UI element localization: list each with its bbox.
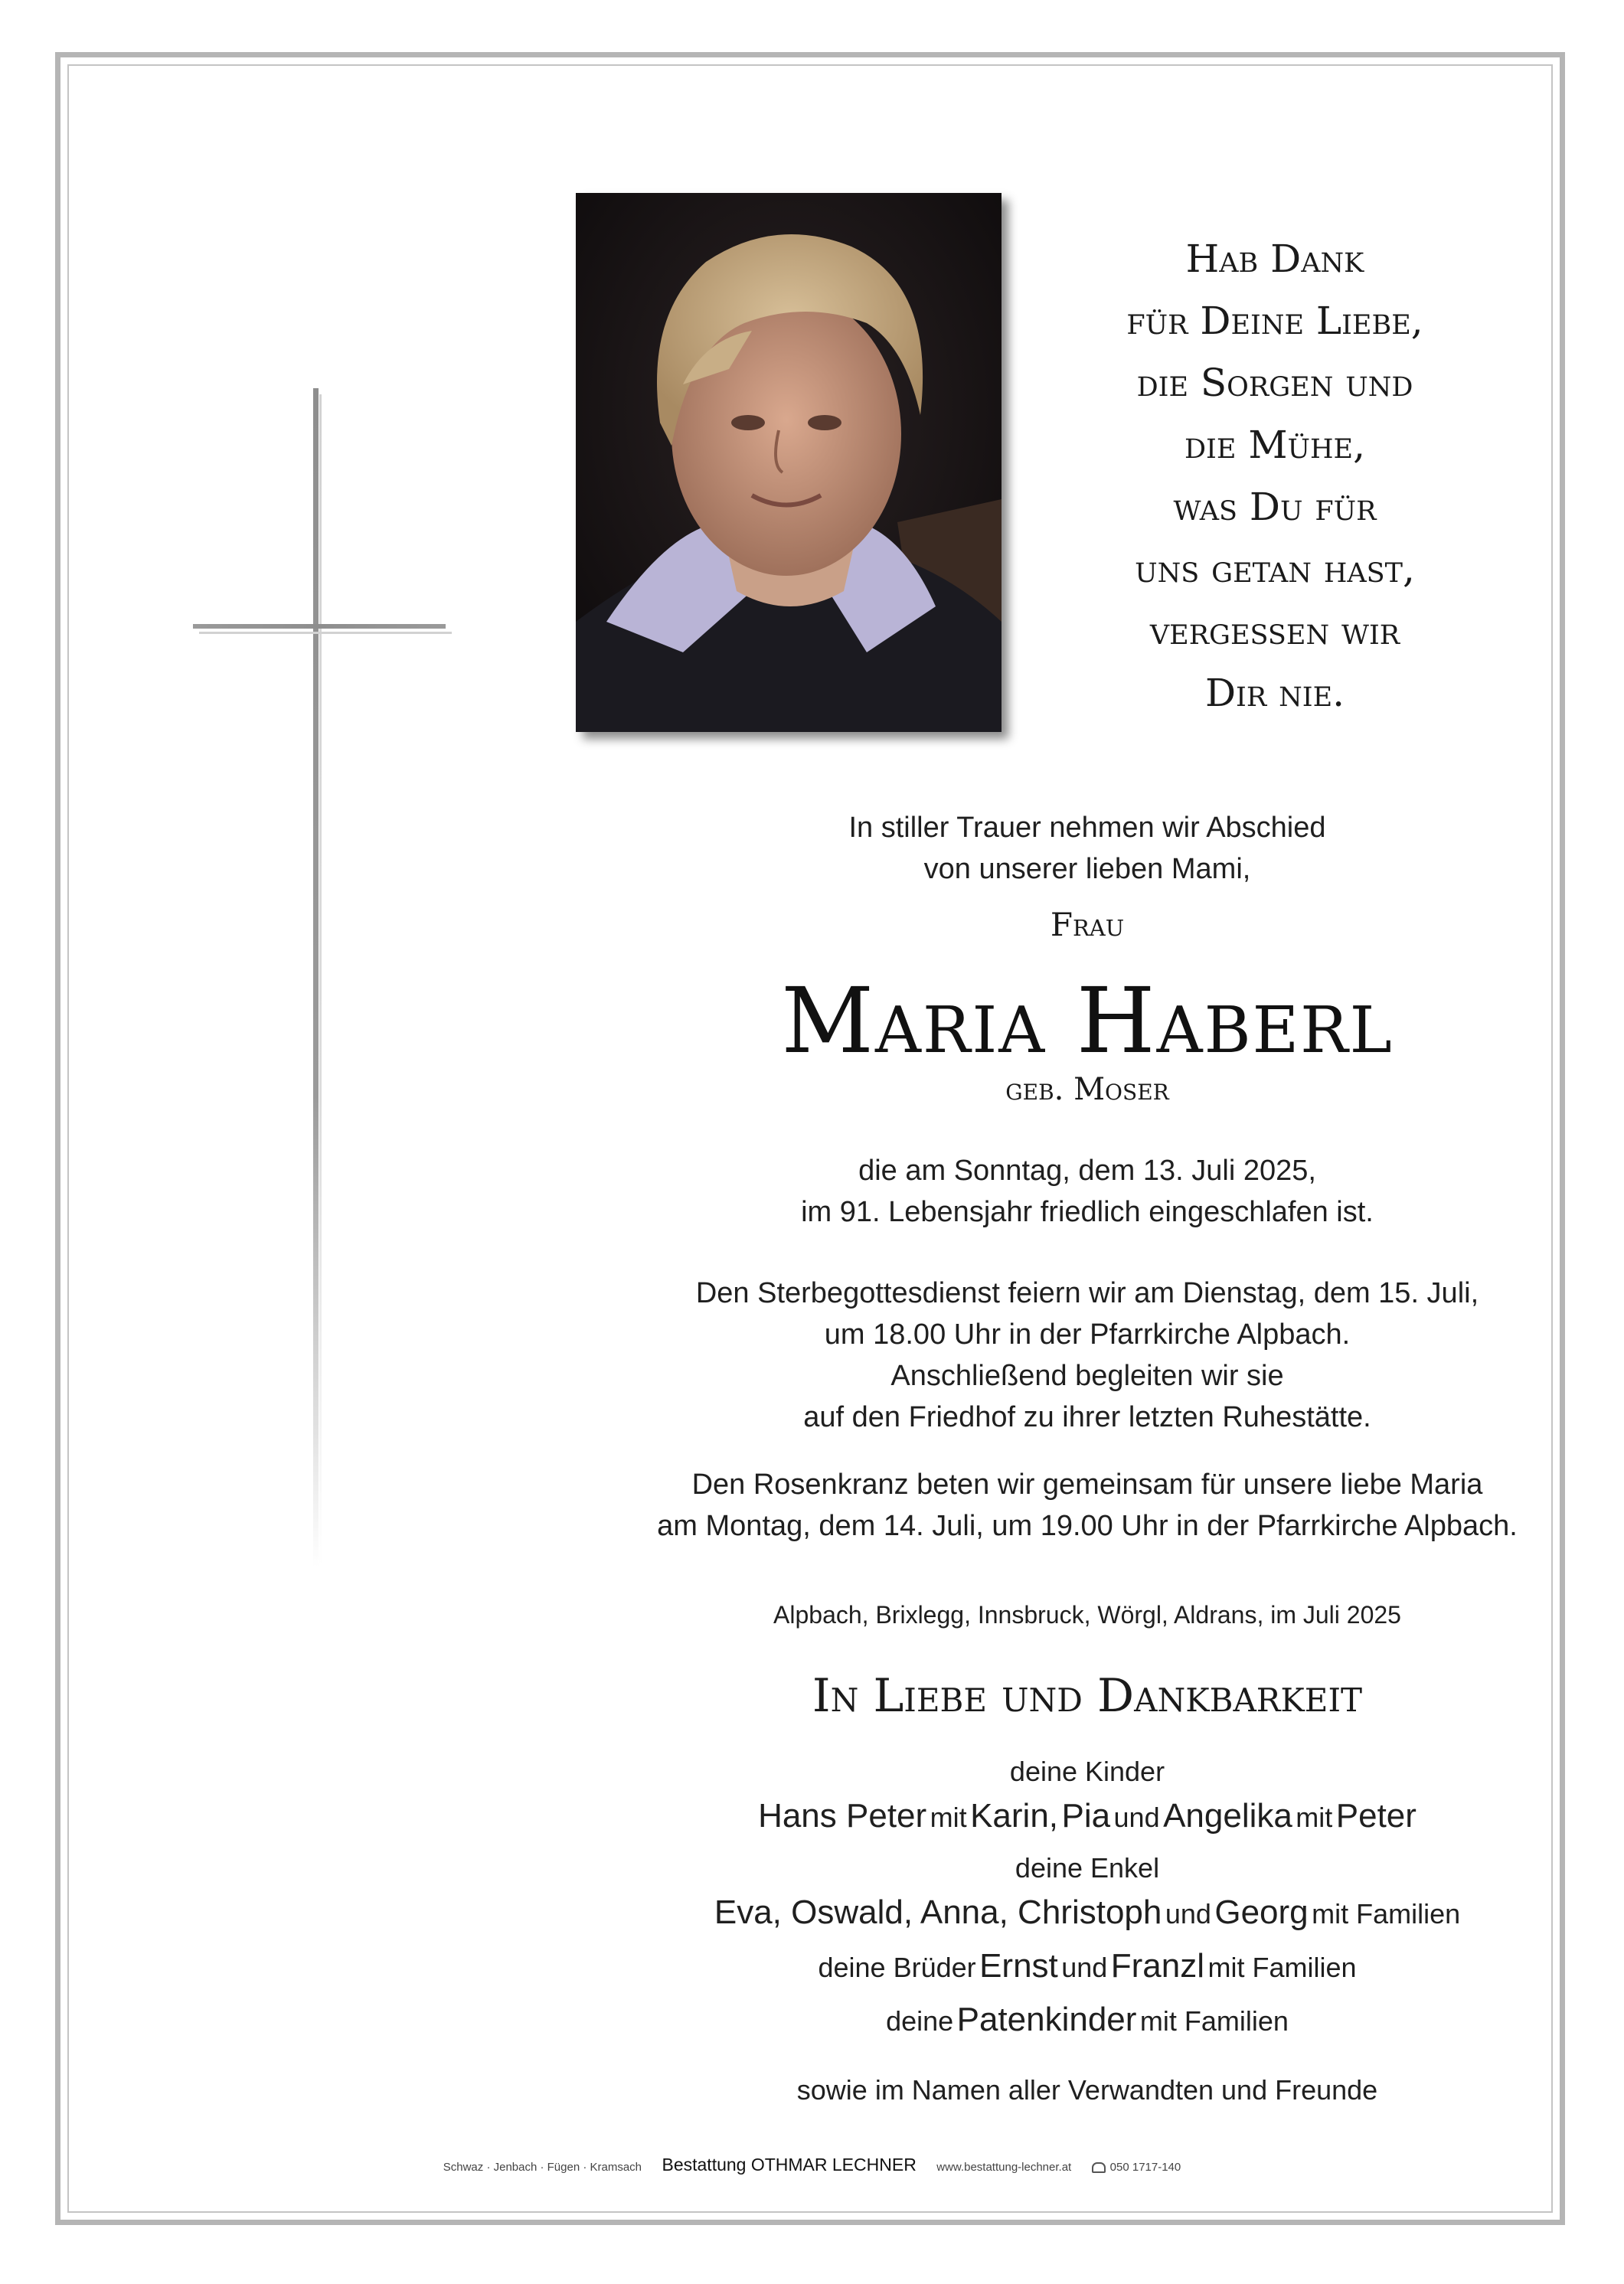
quote-line: uns getan hast,	[1135, 547, 1415, 591]
funeral-line: Den Sterbegottesdienst feiern wir am Dienstag, dem 15. Juli,	[695, 1277, 1479, 1309]
birth-name: geb. Moser	[1005, 1072, 1169, 1107]
deceased-name: Maria Haberl	[781, 968, 1394, 1073]
phone-icon	[1092, 2162, 1106, 2173]
funeral-line: auf den Friedhof zu ihrer letzten Ruhestätte.	[803, 1401, 1371, 1433]
closing-phrase: In Liebe und Dankbarkeit	[812, 1669, 1363, 1723]
footer-locations: Schwaz · Jenbach · Fügen · Kramsach	[443, 2161, 642, 2174]
quote-line: die Mühe,	[1185, 423, 1365, 467]
funeral-line: um 18.00 Uhr in der Pfarrkirche Alpbach.	[824, 1318, 1351, 1351]
portrait-photo	[576, 193, 1002, 732]
quote-line: was Du für	[1173, 485, 1377, 529]
godchildren-line: deine Patenkinder mit Familien	[886, 2001, 1289, 2038]
footer-company: Bestattung OTHMAR LECHNER	[662, 2155, 917, 2175]
memorial-quote	[1064, 228, 1485, 724]
rosary-text	[536, 1464, 1624, 1547]
rosary-line: Den Rosenkranz beten wir gemeinsam für unsere liebe Maria	[691, 1469, 1483, 1501]
family-list	[536, 1750, 1624, 2112]
death-line: im 91. Lebensjahr friedlich eingeschlafen ist.	[801, 1196, 1374, 1228]
children-line: Hans Peter mit Karin, Pia und Angelika mit Peter	[758, 1797, 1417, 1835]
salutation: Frau	[1050, 906, 1125, 943]
footer	[0, 2155, 1624, 2175]
footer-website[interactable]: www.bestattung-lechner.at	[936, 2161, 1072, 2174]
funeral-line: Anschließend begleiten wir sie	[890, 1360, 1284, 1392]
grandchildren-line: Eva, Oswald, Anna, Christoph und Georg mit Familien	[714, 1894, 1461, 1931]
quote-line: vergessen wir	[1149, 609, 1400, 653]
places-date: Alpbach, Brixlegg, Innsbruck, Wörgl, Aldrans, im Juli 2025	[773, 1601, 1401, 1629]
others-line: sowie im Namen aller Verwandten und Freunde	[796, 2074, 1378, 2106]
intro-text	[536, 807, 1624, 890]
funeral-text	[536, 1273, 1624, 1438]
quote-line: Dir nie.	[1204, 671, 1345, 715]
children-label: deine Kinder	[1009, 1756, 1165, 1787]
intro-line: von unserer lieben Mami,	[923, 853, 1251, 885]
footer-phone: 050 1717-140	[1092, 2161, 1181, 2174]
death-line: die am Sonntag, dem 13. Juli 2025,	[858, 1155, 1316, 1187]
rosary-line: am Montag, dem 14. Juli, um 19.00 Uhr in der Pfarrkirche Alpbach.	[657, 1510, 1518, 1542]
quote-line: für Deine Liebe,	[1126, 299, 1423, 343]
intro-line: In stiller Trauer nehmen wir Abschied	[848, 812, 1326, 844]
quote-line: Hab Dank	[1185, 237, 1364, 281]
death-text	[536, 1150, 1624, 1233]
grandchildren-label: deine Enkel	[1015, 1852, 1160, 1884]
quote-line: die Sorgen und	[1136, 361, 1413, 405]
brothers-line: deine Brüder Ernst und Franzl mit Familien	[818, 1947, 1357, 1985]
